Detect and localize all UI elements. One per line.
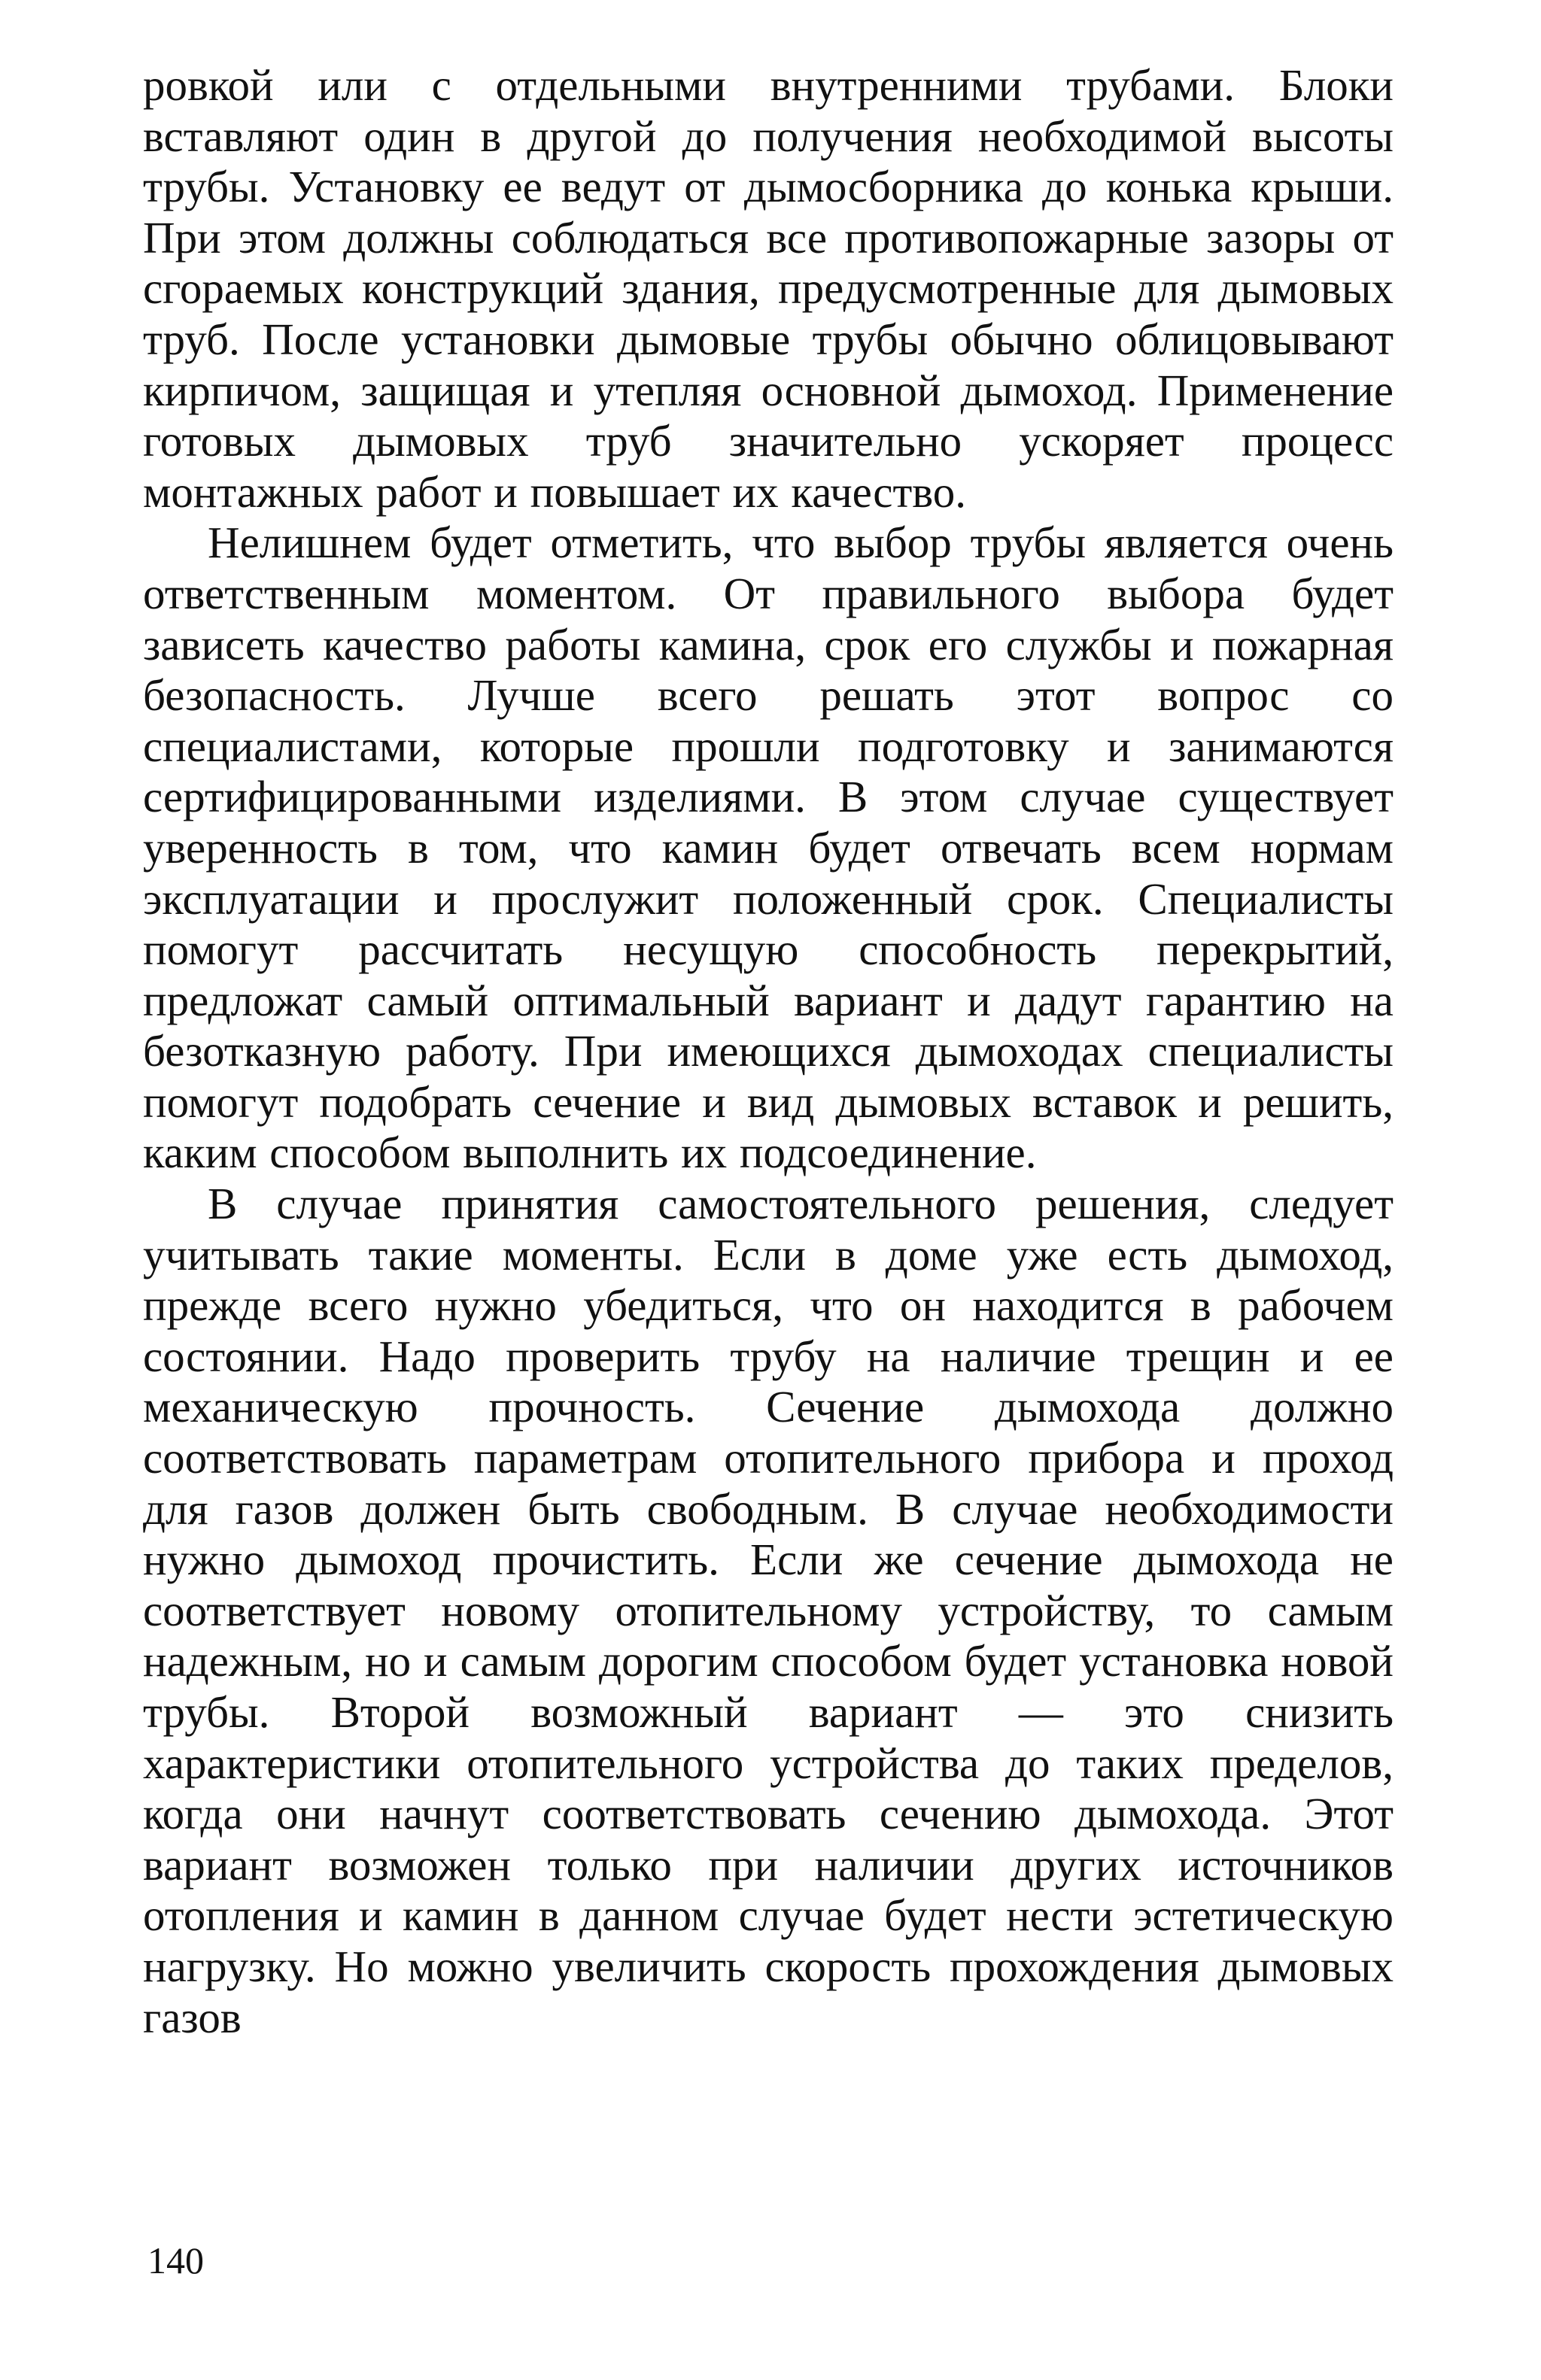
page-number: 140 bbox=[147, 2239, 204, 2281]
paragraph-continued: ровкой или с отдельными внутренними трубами. Блоки вставляют один в другой до получения необходимой высоты трубы. Установку ее ведут от дымосборника до конька крыши. При этом должны соблюдаться все противопожарные зазоры от сгораемых конструкций здания, предусмотренные для дымовых труб. После установки дымовые трубы обычно облицовывают кирпичом, защищая и утепляя основной дымоход. Применение готовых дымовых труб значительно ускоряет процесс монтажных работ и повышает их качество. bbox=[143, 60, 1394, 517]
paragraph-self-decision: В случае принятия самостоятельного решения, следует учитывать такие моменты. Если в доме уже есть дымоход, прежде всего нужно убедиться, что он находится в рабочем состоянии. Надо проверить трубу на наличие трещин и ее механическую прочность. Сечение дымохода должно соответствовать параметрам отопительного прибора и проход для газов должен быть свободным. В случае необходимости нужно дымоход прочистить. Если же сечение дымохода не соответствует новому отопительному устройству, то самым надежным, но и самым дорогим способом будет установка новой трубы. Второй возможный вариант — это снизить характеристики отопительного устройства до таких пределов, когда они начнут соответствовать сечению дымохода. Этот вариант возможен только при наличии других источников отопления и камин в данном случае будет нести эстетическую нагрузку. Но можно увеличить скорость прохождения дымовых газов bbox=[143, 1179, 1394, 2042]
page-text-column bbox=[143, 60, 1394, 2043]
paragraph-chimney-choice: Нелишнем будет отметить, что выбор трубы является очень ответственным моментом. От правильного выбора будет зависеть качество работы камина, срок его службы и пожарная безопасность. Лучше всего решать этот вопрос со специалистами, которые прошли подготовку и занимаются сертифицированными изделиями. В этом случае существует уверенность в том, что камин будет отвечать всем нормам эксплуатации и прослужит положенный срок. Специалисты помогут рассчитать несущую способность перекрытий, предложат самый оптимальный вариант и дадут гарантию на безотказную работу. При имеющихся дымоходах специалисты помогут подобрать сечение и вид дымовых вставок и решить, каким способом выполнить их подсоединение. bbox=[143, 518, 1394, 1178]
